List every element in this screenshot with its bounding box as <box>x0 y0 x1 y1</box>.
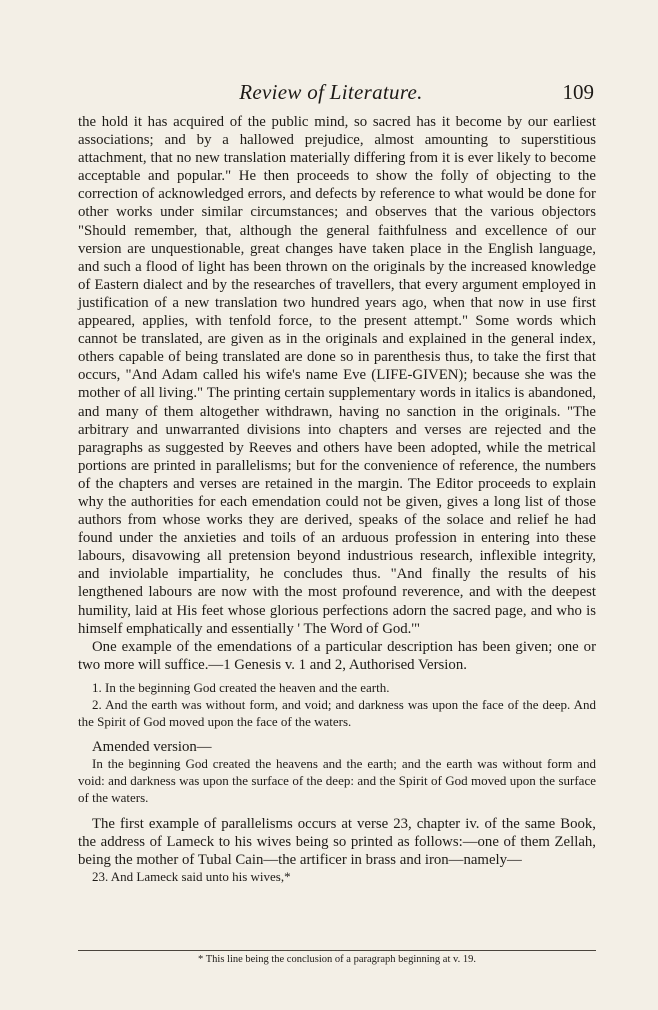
amended-label: Amended version— <box>92 739 212 756</box>
running-head <box>64 80 598 106</box>
footnote: * This line being the conclusion of a paragraph beginning at v. 19. <box>198 954 476 965</box>
page-number: 109 <box>562 80 594 104</box>
page-body <box>78 113 596 886</box>
running-title: Review of Literature. <box>239 80 423 104</box>
verse-1: 1. In the beginning God created the heaven and the earth. <box>92 679 390 695</box>
paragraph-1: the hold it has acquired of the public mind, so sacred has it become by our earliest associations; and by a hallowed prejudice, almost amounting to superstitious attachment, that no new translation materially differing from it is ever likely to become acceptable and popular." He then proceeds to show the folly of objecting to the correction of acknowledged errors, and defects by reference to what would be done for other works under similar circumstances; and observes that the various objectors "Should remember, that, although the general faithfulness and excellence of our version are unquestionable, great changes have taken place in the English language, and such a flood of light has been thrown on the originals by the increased knowledge of Eastern dialect and by the researches of travellers, that every argument employed in justification of a new translation two hundred years ago, when that now in use first appeared, applies, with tenfold force, to the present attempt." Some words which cannot be translated, are given as in the originals and explained in the general index, others capable of being translated are done so in parenthesis thus, to take the first that occurs, "And Adam called his wife's name Eve (LIFE-GIVEN); because she was the mother of all living." The printing certain supplementary words in italics is abandoned, and many of them altogether withdrawn, having no sanction in the originals. "The arbitrary and unwarranted divisions into chapters and verses are rejected and the paragraphs as suggested by Reeves and others have been adopted, while the metrical portions are printed in parallelisms; but for the convenience of reference, the numbers of the chapters and verses are retained in the margin. The Editor proceeds to explain why the authorities for each emendation could not be given, gives a long list of those authors from whose works they are derived, speaks of the solace and relief he had found under the anxieties and toils of an arduous profession in entering into these labours, disavowing all pretension beyond industrious research, inflexible integrity, and inviolable impartiality, he concludes thus. "And finally the results of his lengthened labours are now with the most profound reverence, and with the deepest humility, laid at His feet whose glorious perfections adorn the sacred page, and who is himself emphatically and essentially ' The Word of God.'" <box>78 114 596 637</box>
paragraph-3: The first example of parallelisms occurs at verse 23, chapter iv. of the same Book, the address of Lameck to his wives being so printed as follows:—one of them Zellah, being the mother of Tubal Cain—the artificer in brass and iron—namely— <box>78 815 596 868</box>
amended-text: In the beginning God created the heavens and the earth; and the earth was without form and void: and darkness was upon the surface of the deep: and the Spirit of God moved upon the surface of the waters. <box>78 756 596 805</box>
verse-23: 23. And Lameck said unto his wives,* <box>92 869 291 885</box>
paragraph-2: One example of the emendations of a particular description has been given; one or two more will suffice.—1 Genesis v. 1 and 2, Authorised Version. <box>78 638 596 673</box>
verse-2: 2. And the earth was without form, and void; and darkness was upon the face of the deep. And the Spirit of God moved upon the face of the waters. <box>78 696 596 729</box>
footnote-rule <box>78 950 596 951</box>
